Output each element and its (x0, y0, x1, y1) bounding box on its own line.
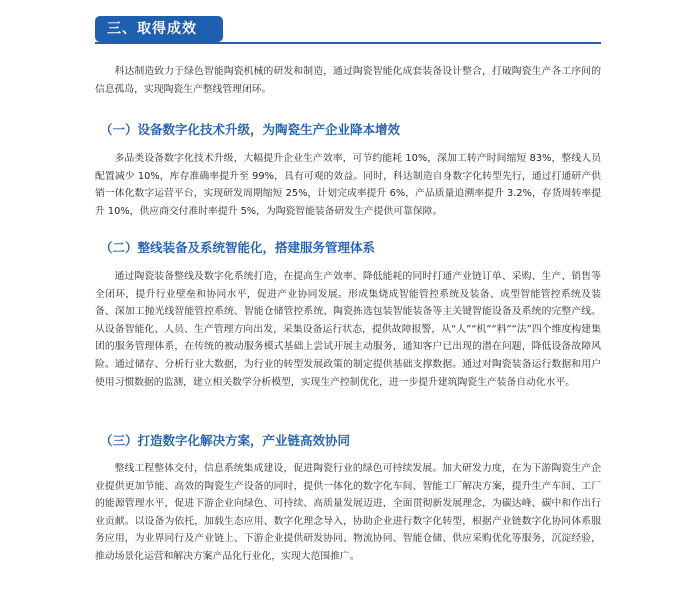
subsection-heading-2: （二）整线装备及系统智能化，搭建服务管理体系 (100, 240, 376, 255)
intro-paragraph: 科达制造致力于绿色智能陶瓷机械的研发和制造，通过陶瓷智能化成套装备设计整合，打破陶瓷生产各工序间的信息孤岛，实现陶瓷生产整线管理闭环。 (95, 66, 601, 95)
subsection-heading-3: （三）打造数字化解决方案，产业链高效协同 (100, 433, 351, 448)
subsection-heading-1: （一）设备数字化技术升级，为陶瓷生产企业降本增效 (100, 122, 401, 137)
subsection-body-2: 通过陶瓷装备整线及数字化系统打造，在提高生产效率、降低能耗的同时打通产业链订单、采购、生产、销售等全闭环，提升行业壁垒和协同水平，促进产业协同发展。形成集烧成智能管控系统及装备、成型智能管控系统及装备、深加工抛光线智能管控系统、智能仓储管控系统、陶瓷拣选包装智能装备等主关键智能设备及系统的完整产线。从设备智能化、人员、生产管理方向出发，采集设备运行状态，提供故障报警，从“人”“机”“料”“法”四个维度构建集团的服务管理体系，在传统的被动服务模式基础上尝试开展主动服务，通知客户已出现的潜在问题，降低设备故障风险。通过储存、分析行业大数据，为行业的转型发展政策的制定提供基础支撑数据。通过对陶瓷装备运行数据和用户使用习惯数据的监测，建立相关数学分析模型，实现生产控制优化，进一步提升建筑陶瓷生产装备自动化水平。 (95, 271, 601, 388)
subsection-body-1: 多品类设备数字化技术升级，大幅提升企业生产效率，可节约能耗 10%，深加工转产时间缩短 83%，整线人员配置减少 10%，库存准确率提升至 99%，具有可观的效益。同时，科达制造自身数字化转型先行，通过打通研产供销一体化数字运营平台，实现研发周期缩短 25%，计划完成率提升 6%，产品质量追溯率提升 3.2%，存货周转率提升 10%，供应商交付准时率提升 5%，为陶瓷智能装备研发生产提供可靠保障。 (95, 153, 601, 217)
section-title: 三、取得成效 (95, 16, 223, 42)
subsection-body-3: 整线工程整体交付，信息系统集成建设，促进陶瓷行业的绿色可持续发展。加大研发力度，在为下游陶瓷生产企业提供更加节能、高效的陶瓷生产设备的同时，提供一体化的数字化车间、智能工厂解决方案，提升生产车间、工厂的能源管理水平，促进下游企业向绿色、可持续、高质量发展迈进，全面贯彻新发展理念，为碳达峰、碳中和作出行业贡献。以设备为依托，加载生态应用、数字化理念导入，协助企业进行数字化转型，根据产业链数字化协同体系服务应用，为业界同行及产业链上、下游企业提供研发协同、物流协同、智能仓储、供应采购优化等服务，沉淀经验，推动场景化运营和解决方案产品化行业化，实现大范围推广。 (95, 463, 601, 562)
section-divider (95, 42, 601, 44)
